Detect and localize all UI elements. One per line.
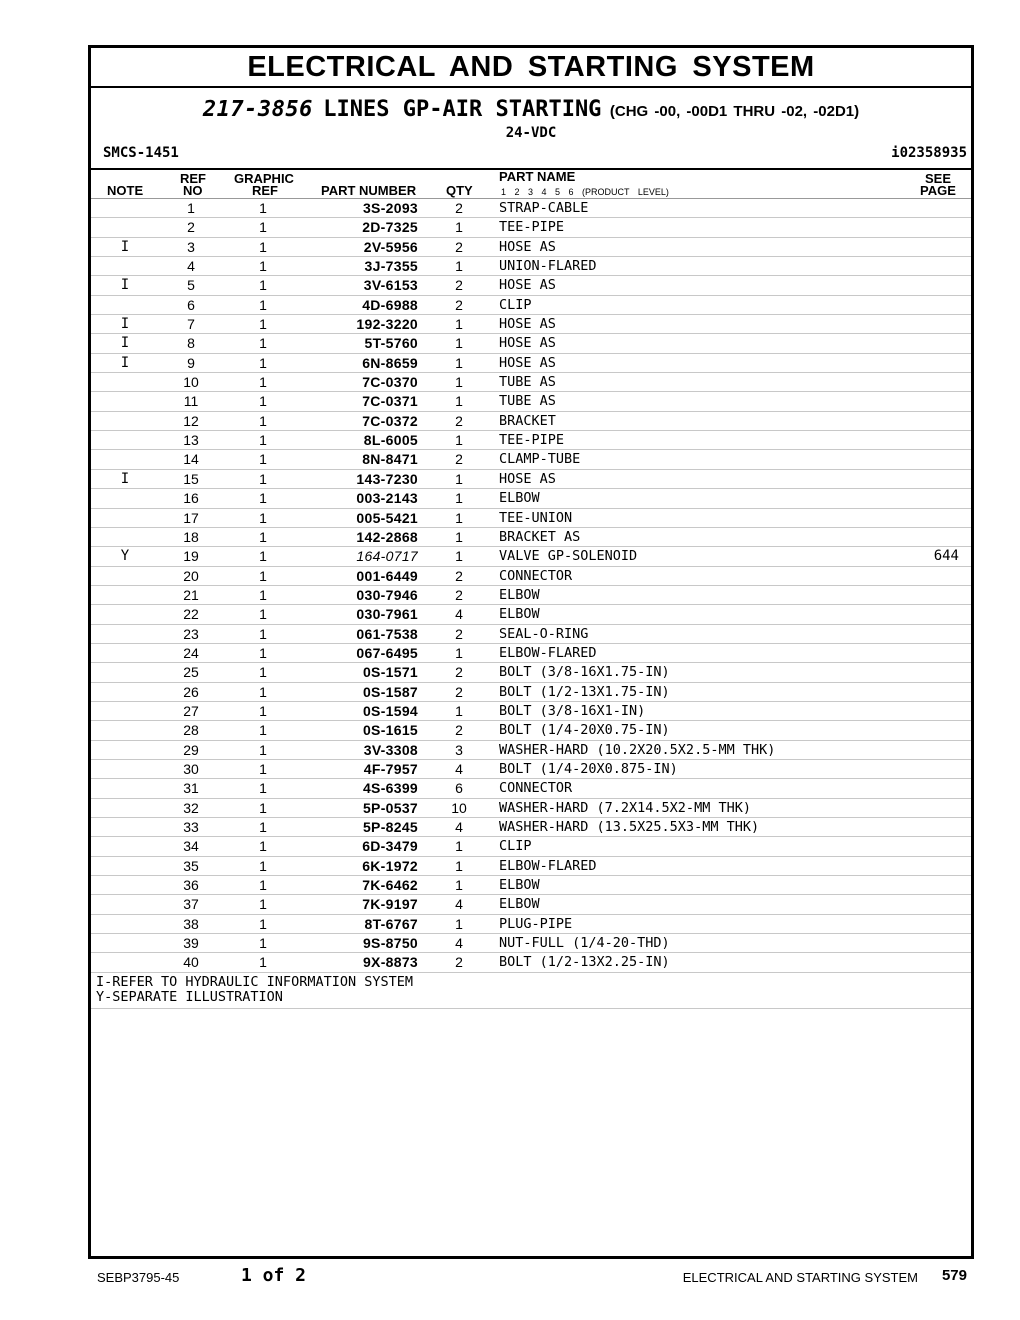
table-row bbox=[91, 741, 971, 760]
part-number-cell: 003-2143 bbox=[356, 490, 418, 507]
graphic-ref-cell: 1 bbox=[259, 277, 267, 294]
table-row bbox=[91, 334, 971, 353]
note-cell: I bbox=[120, 277, 130, 294]
part-number-cell: 9X-8873 bbox=[362, 954, 418, 971]
col-part-name: PART NAME bbox=[499, 169, 576, 184]
graphic-ref-cell: 1 bbox=[259, 238, 267, 255]
part-name-cell: HOSE AS bbox=[499, 238, 556, 255]
ref-no-cell: 20 bbox=[183, 567, 199, 584]
qty-cell: 1 bbox=[455, 432, 463, 449]
part-number-cell: 030-7961 bbox=[356, 606, 418, 623]
part-name-cell: TEE-PIPE bbox=[499, 432, 565, 449]
qty-cell: 2 bbox=[455, 683, 463, 700]
qty-cell: 1 bbox=[455, 258, 463, 275]
col-ref-bottom: NO bbox=[183, 183, 203, 198]
graphic-ref-cell: 1 bbox=[259, 780, 267, 797]
ref-no-cell: 28 bbox=[183, 722, 199, 739]
ref-no-cell: 35 bbox=[183, 857, 199, 874]
qty-cell: 1 bbox=[455, 528, 463, 545]
table-row bbox=[91, 489, 971, 508]
part-number-cell: 6K-1972 bbox=[362, 857, 418, 874]
group-subtitle: 24-VDC bbox=[505, 125, 557, 141]
table-row bbox=[91, 683, 971, 702]
qty-cell: 2 bbox=[455, 586, 463, 603]
part-name-cell: BOLT (1/2-13X1.75-IN) bbox=[499, 683, 670, 700]
ref-no-cell: 29 bbox=[183, 741, 199, 758]
table-row bbox=[91, 296, 971, 315]
part-name-cell: HOSE AS bbox=[499, 277, 556, 294]
table-row bbox=[91, 586, 971, 605]
graphic-ref-cell: 1 bbox=[259, 819, 267, 835]
table-row bbox=[91, 799, 971, 818]
qty-cell: 1 bbox=[455, 702, 463, 719]
graphic-ref-cell: 1 bbox=[259, 664, 267, 681]
part-number-cell: 7K-6462 bbox=[362, 877, 418, 894]
part-number-cell: 7K-9197 bbox=[362, 896, 418, 913]
note-cell: I bbox=[120, 470, 130, 487]
col-graphic-bottom: REF bbox=[252, 183, 278, 198]
notes-legend bbox=[91, 973, 971, 1009]
col-product-level: 1 2 3 4 5 6 (PRODUCT LEVEL) bbox=[501, 187, 669, 197]
table-row bbox=[91, 199, 971, 218]
part-number-cell: 7C-0372 bbox=[362, 412, 418, 429]
qty-cell: 1 bbox=[455, 490, 463, 507]
qty-cell: 2 bbox=[455, 200, 463, 216]
graphic-ref-cell: 1 bbox=[259, 548, 267, 565]
ref-no-cell: 6 bbox=[187, 296, 195, 313]
ref-no-cell: 4 bbox=[187, 258, 195, 275]
qty-cell: 1 bbox=[455, 509, 463, 526]
col-part-number: PART NUMBER bbox=[321, 183, 417, 198]
note-line: Y-SEPARATE ILLUSTRATION bbox=[96, 989, 283, 1006]
qty-cell: 2 bbox=[455, 277, 463, 294]
part-name-cell: BOLT (1/4-20X0.875-IN) bbox=[499, 760, 678, 777]
graphic-ref-cell: 1 bbox=[259, 374, 267, 391]
part-number-cell: 005-5421 bbox=[356, 509, 418, 526]
ref-no-cell: 1 bbox=[187, 200, 195, 216]
table-row bbox=[91, 895, 971, 914]
smcs-code: SMCS-1451 bbox=[103, 145, 179, 161]
table-header bbox=[91, 170, 971, 199]
graphic-ref-cell: 1 bbox=[259, 509, 267, 526]
qty-cell: 4 bbox=[455, 606, 463, 623]
ref-no-cell: 24 bbox=[183, 644, 199, 661]
part-name-cell: ELBOW bbox=[499, 586, 540, 603]
graphic-ref-cell: 1 bbox=[259, 412, 267, 429]
graphic-ref-cell: 1 bbox=[259, 760, 267, 777]
table-row bbox=[91, 412, 971, 431]
table-row bbox=[91, 276, 971, 295]
part-name-cell: WASHER-HARD (7.2X14.5X2-MM THK) bbox=[499, 799, 751, 816]
part-name-cell: BRACKET bbox=[499, 412, 556, 429]
table-row bbox=[91, 605, 971, 624]
part-number-cell: 0S-1615 bbox=[362, 722, 418, 739]
part-name-cell: VALVE GP-SOLENOID bbox=[499, 548, 638, 565]
ref-no-cell: 2 bbox=[187, 219, 195, 236]
part-number-cell: 7C-0370 bbox=[362, 374, 418, 391]
part-name-cell: BOLT (3/8-16X1-IN) bbox=[499, 702, 646, 719]
page-footer bbox=[0, 1265, 1020, 1289]
note-cell: Y bbox=[120, 548, 130, 565]
part-number-cell: 9S-8750 bbox=[362, 935, 418, 952]
ref-no-cell: 12 bbox=[183, 412, 199, 429]
table-row bbox=[91, 644, 971, 663]
graphic-ref-cell: 1 bbox=[259, 722, 267, 739]
graphic-ref-cell: 1 bbox=[259, 799, 267, 816]
footer-section: ELECTRICAL AND STARTING SYSTEM bbox=[682, 1270, 918, 1285]
part-name-cell: ELBOW bbox=[499, 606, 540, 623]
table-row bbox=[91, 567, 971, 586]
part-name-cell: HOSE AS bbox=[499, 316, 556, 333]
qty-cell: 10 bbox=[451, 799, 467, 816]
graphic-ref-cell: 1 bbox=[259, 935, 267, 952]
col-see-top: SEE bbox=[925, 171, 952, 186]
part-name-cell: HOSE AS bbox=[499, 354, 556, 371]
graphic-ref-cell: 1 bbox=[259, 644, 267, 661]
qty-cell: 1 bbox=[455, 354, 463, 371]
qty-cell: 1 bbox=[455, 316, 463, 333]
table-row bbox=[91, 547, 971, 566]
qty-cell: 2 bbox=[455, 625, 463, 642]
part-name-cell: BOLT (1/4-20X0.75-IN) bbox=[499, 722, 670, 739]
table-row bbox=[91, 218, 971, 237]
ref-no-cell: 16 bbox=[183, 490, 199, 507]
ref-no-cell: 18 bbox=[183, 528, 199, 545]
part-number-cell: 2V-5956 bbox=[363, 238, 418, 255]
note-cell: I bbox=[120, 335, 130, 352]
part-number-cell: 8L-6005 bbox=[363, 432, 418, 449]
ref-no-cell: 3 bbox=[187, 238, 195, 255]
ref-no-cell: 34 bbox=[183, 838, 199, 855]
part-name-cell: TUBE AS bbox=[499, 374, 556, 391]
part-number-cell: 2D-7325 bbox=[362, 219, 418, 236]
part-number-cell: 3V-3308 bbox=[363, 741, 418, 758]
table-row bbox=[91, 876, 971, 895]
col-see-bottom: PAGE bbox=[920, 183, 956, 198]
note-cell: I bbox=[120, 316, 130, 333]
part-name-cell: TUBE AS bbox=[499, 393, 556, 410]
qty-cell: 2 bbox=[455, 722, 463, 739]
table-row bbox=[91, 721, 971, 740]
table-row bbox=[91, 257, 971, 276]
ref-no-cell: 40 bbox=[183, 954, 199, 971]
table-row bbox=[91, 238, 971, 257]
part-name-cell: BOLT (1/2-13X2.25-IN) bbox=[499, 954, 670, 971]
graphic-ref-cell: 1 bbox=[259, 683, 267, 700]
qty-cell: 1 bbox=[455, 548, 463, 565]
footer-page-number: 579 bbox=[941, 1267, 967, 1284]
footer-doc-number: SEBP3795-45 bbox=[97, 1270, 180, 1285]
part-name-cell: ELBOW-FLARED bbox=[499, 857, 597, 874]
group-number: 217-3856 bbox=[202, 97, 313, 122]
table-row bbox=[91, 857, 971, 876]
part-name-cell: HOSE AS bbox=[499, 335, 556, 352]
part-name-cell: NUT-FULL (1/4-20-THD) bbox=[499, 935, 670, 952]
table-row bbox=[91, 837, 971, 856]
table-row bbox=[91, 953, 971, 972]
qty-cell: 4 bbox=[455, 935, 463, 952]
qty-cell: 2 bbox=[455, 296, 463, 313]
ref-no-cell: 22 bbox=[183, 606, 199, 623]
table-row bbox=[91, 625, 971, 644]
qty-cell: 1 bbox=[455, 219, 463, 236]
part-name-cell: WASHER-HARD (10.2X20.5X2.5-MM THK) bbox=[499, 741, 776, 758]
table-row bbox=[91, 392, 971, 411]
parts-page-frame bbox=[88, 45, 974, 1259]
table-row bbox=[91, 509, 971, 528]
graphic-ref-cell: 1 bbox=[259, 470, 267, 487]
table-row bbox=[91, 470, 971, 489]
part-number-cell: 143-7230 bbox=[356, 470, 418, 487]
part-number-cell: 8T-6767 bbox=[364, 915, 418, 932]
graphic-ref-cell: 1 bbox=[259, 528, 267, 545]
qty-cell: 1 bbox=[455, 335, 463, 352]
part-number-cell: 030-7946 bbox=[356, 586, 418, 603]
graphic-ref-cell: 1 bbox=[259, 200, 267, 216]
graphic-ref-cell: 1 bbox=[259, 838, 267, 855]
graphic-ref-cell: 1 bbox=[259, 219, 267, 236]
ref-no-cell: 13 bbox=[183, 432, 199, 449]
qty-cell: 1 bbox=[455, 838, 463, 855]
part-name-cell: ELBOW bbox=[499, 877, 540, 894]
parts-list bbox=[91, 199, 971, 973]
table-row bbox=[91, 663, 971, 682]
qty-cell: 6 bbox=[455, 780, 463, 797]
qty-cell: 3 bbox=[455, 741, 463, 758]
ref-no-cell: 26 bbox=[183, 683, 199, 700]
part-number-cell: 6D-3479 bbox=[362, 838, 418, 855]
part-name-cell: PLUG-PIPE bbox=[499, 915, 573, 932]
table-row bbox=[91, 373, 971, 392]
table-row bbox=[91, 934, 971, 953]
table-row bbox=[91, 315, 971, 334]
part-name-cell: ELBOW bbox=[499, 896, 540, 913]
qty-cell: 2 bbox=[455, 238, 463, 255]
part-name-cell: TEE-PIPE bbox=[499, 219, 565, 236]
part-number-cell: 4D-6988 bbox=[362, 296, 418, 313]
graphic-ref-cell: 1 bbox=[259, 606, 267, 623]
qty-cell: 1 bbox=[455, 857, 463, 874]
note-line: I-REFER TO HYDRAULIC INFORMATION SYSTEM bbox=[96, 973, 413, 990]
ref-no-cell: 36 bbox=[183, 877, 199, 894]
part-name-cell: ELBOW-FLARED bbox=[499, 644, 597, 661]
part-name-cell: TEE-UNION bbox=[499, 509, 573, 526]
table-row bbox=[91, 450, 971, 469]
qty-cell: 1 bbox=[455, 393, 463, 410]
table-row bbox=[91, 818, 971, 837]
graphic-ref-cell: 1 bbox=[259, 702, 267, 719]
part-name-cell: CLAMP-TUBE bbox=[499, 451, 581, 468]
ref-no-cell: 9 bbox=[187, 354, 195, 371]
part-number-cell: 164-0717 bbox=[356, 548, 418, 565]
qty-cell: 4 bbox=[455, 760, 463, 777]
part-name-cell: ELBOW bbox=[499, 490, 540, 507]
ref-no-cell: 5 bbox=[187, 277, 195, 294]
table-row bbox=[91, 760, 971, 779]
graphic-ref-cell: 1 bbox=[259, 857, 267, 874]
ref-no-cell: 39 bbox=[183, 935, 199, 952]
part-number-cell: 6N-8659 bbox=[362, 354, 418, 371]
graphic-ref-cell: 1 bbox=[259, 335, 267, 352]
graphic-ref-cell: 1 bbox=[259, 316, 267, 333]
part-number-cell: 4F-7957 bbox=[363, 760, 418, 777]
table-row bbox=[91, 702, 971, 721]
ref-no-cell: 31 bbox=[183, 780, 199, 797]
graphic-ref-cell: 1 bbox=[259, 490, 267, 507]
part-name-cell: STRAP-CABLE bbox=[499, 200, 589, 216]
part-name-cell: UNION-FLARED bbox=[499, 258, 597, 275]
part-name-cell: CLIP bbox=[499, 296, 532, 313]
illustration-id: i02358935 bbox=[891, 145, 967, 161]
qty-cell: 4 bbox=[455, 819, 463, 835]
qty-cell: 4 bbox=[455, 896, 463, 913]
graphic-ref-cell: 1 bbox=[259, 354, 267, 371]
part-number-cell: 3J-7355 bbox=[364, 258, 418, 275]
table-row bbox=[91, 915, 971, 934]
part-name-cell: BOLT (3/8-16X1.75-IN) bbox=[499, 664, 670, 681]
qty-cell: 2 bbox=[455, 412, 463, 429]
graphic-ref-cell: 1 bbox=[259, 451, 267, 468]
part-number-cell: 3V-6153 bbox=[363, 277, 418, 294]
footer-page-of: 1 of 2 bbox=[241, 1265, 307, 1286]
ref-no-cell: 14 bbox=[183, 451, 199, 468]
part-number-cell: 142-2868 bbox=[356, 528, 418, 545]
graphic-ref-cell: 1 bbox=[259, 393, 267, 410]
qty-cell: 2 bbox=[455, 567, 463, 584]
section-title: ELECTRICAL AND STARTING SYSTEM bbox=[91, 48, 971, 88]
part-number-cell: 0S-1571 bbox=[362, 664, 418, 681]
part-number-cell: 0S-1594 bbox=[362, 702, 418, 719]
col-graphic-top: GRAPHIC bbox=[234, 171, 294, 186]
ref-no-cell: 33 bbox=[183, 819, 199, 835]
part-name-cell: HOSE AS bbox=[499, 470, 556, 487]
ref-no-cell: 19 bbox=[183, 548, 199, 565]
part-number-cell: 067-6495 bbox=[356, 644, 418, 661]
col-qty: QTY bbox=[446, 183, 473, 198]
ref-no-cell: 10 bbox=[183, 374, 199, 391]
ref-no-cell: 8 bbox=[187, 335, 195, 352]
part-number-cell: 8N-8471 bbox=[362, 451, 418, 468]
ref-no-cell: 30 bbox=[183, 760, 199, 777]
part-number-cell: 001-6449 bbox=[356, 567, 418, 584]
qty-cell: 1 bbox=[455, 877, 463, 894]
part-name-cell: CONNECTOR bbox=[499, 780, 573, 797]
part-number-cell: 4S-6399 bbox=[362, 780, 418, 797]
graphic-ref-cell: 1 bbox=[259, 625, 267, 642]
part-name-cell: CONNECTOR bbox=[499, 567, 573, 584]
table-row bbox=[91, 779, 971, 798]
part-name-cell: BRACKET AS bbox=[499, 528, 581, 545]
graphic-ref-cell: 1 bbox=[259, 567, 267, 584]
table-row bbox=[91, 528, 971, 547]
ref-no-cell: 7 bbox=[187, 316, 195, 333]
part-name-cell: SEAL-O-RING bbox=[499, 625, 589, 642]
group-name: LINES GP-AIR STARTING bbox=[323, 97, 602, 122]
qty-cell: 2 bbox=[455, 664, 463, 681]
graphic-ref-cell: 1 bbox=[259, 741, 267, 758]
ref-no-cell: 32 bbox=[183, 799, 199, 816]
group-heading bbox=[91, 96, 971, 124]
graphic-ref-cell: 1 bbox=[259, 877, 267, 894]
group-change-range: (CHG -00, -00D1 THRU -02, -02D1) bbox=[609, 103, 860, 120]
ref-no-cell: 21 bbox=[183, 586, 199, 603]
part-number-cell: 5T-5760 bbox=[364, 335, 418, 352]
ref-no-cell: 23 bbox=[183, 625, 199, 642]
qty-cell: 1 bbox=[455, 644, 463, 661]
ref-no-cell: 37 bbox=[183, 896, 199, 913]
see-page-cell: 644 bbox=[933, 548, 959, 565]
col-note: NOTE bbox=[107, 183, 144, 198]
col-ref-top: REF bbox=[180, 171, 206, 186]
graphic-ref-cell: 1 bbox=[259, 954, 267, 971]
graphic-ref-cell: 1 bbox=[259, 432, 267, 449]
part-number-cell: 192-3220 bbox=[356, 316, 418, 333]
ref-no-cell: 17 bbox=[183, 509, 199, 526]
ref-no-cell: 15 bbox=[183, 470, 199, 487]
table-row bbox=[91, 354, 971, 373]
part-number-cell: 5P-8245 bbox=[362, 819, 418, 835]
note-cell: I bbox=[120, 238, 130, 255]
smcs-row bbox=[91, 144, 971, 170]
table-row bbox=[91, 431, 971, 450]
part-number-cell: 3S-2093 bbox=[362, 200, 418, 216]
ref-no-cell: 25 bbox=[183, 664, 199, 681]
note-cell: I bbox=[120, 354, 130, 371]
part-number-cell: 7C-0371 bbox=[362, 393, 418, 410]
graphic-ref-cell: 1 bbox=[259, 258, 267, 275]
part-name-cell: CLIP bbox=[499, 838, 532, 855]
qty-cell: 1 bbox=[455, 374, 463, 391]
graphic-ref-cell: 1 bbox=[259, 915, 267, 932]
qty-cell: 2 bbox=[455, 954, 463, 971]
part-number-cell: 0S-1587 bbox=[362, 683, 418, 700]
ref-no-cell: 11 bbox=[183, 393, 199, 410]
part-name-cell: WASHER-HARD (13.5X25.5X3-MM THK) bbox=[499, 819, 760, 835]
graphic-ref-cell: 1 bbox=[259, 896, 267, 913]
qty-cell: 1 bbox=[455, 915, 463, 932]
part-number-cell: 5P-0537 bbox=[362, 799, 418, 816]
qty-cell: 1 bbox=[455, 470, 463, 487]
graphic-ref-cell: 1 bbox=[259, 586, 267, 603]
ref-no-cell: 38 bbox=[183, 915, 199, 932]
part-number-cell: 061-7538 bbox=[356, 625, 418, 642]
qty-cell: 2 bbox=[455, 451, 463, 468]
ref-no-cell: 27 bbox=[183, 702, 199, 719]
graphic-ref-cell: 1 bbox=[259, 296, 267, 313]
